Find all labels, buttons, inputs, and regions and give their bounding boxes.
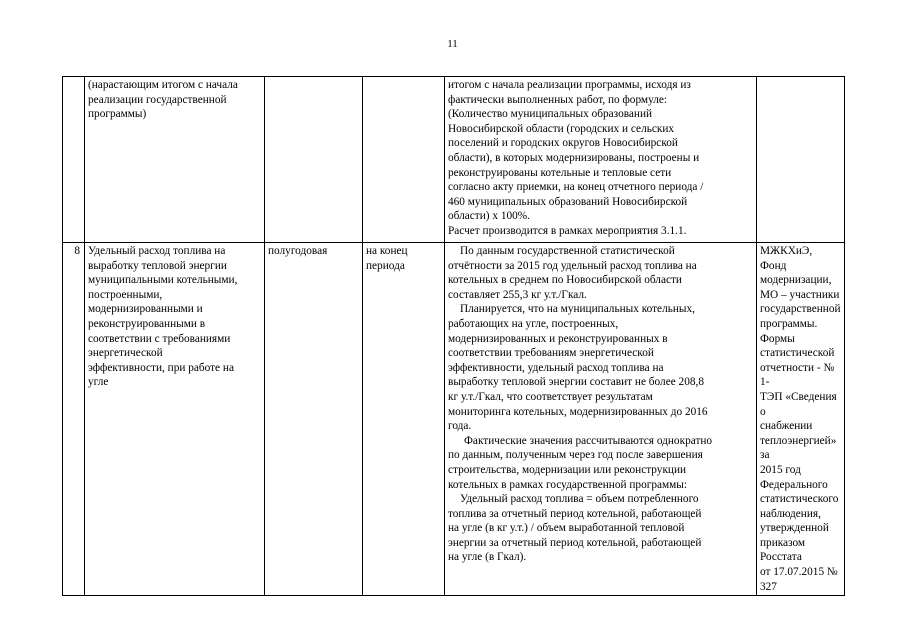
method-paragraph: Расчет производится в рамках мероприятия 3.1.1. <box>448 224 687 237</box>
date-cell <box>363 77 445 243</box>
indicator-name-cell: (нарастающим итогом с начала реализации государственной программы) <box>85 77 265 243</box>
table-row <box>63 77 845 243</box>
data-source-cell: МЖКХиЭ, Фонд модернизации, МО – участники государственной программы. Формы статистической отчетности - № 1- ТЭП «Сведения о снабжении теплоэнергией» за 2015 год Федерального статистического наблюдения, утвержденной приказом Росстата от 17.07.2015 № 327 <box>757 243 845 596</box>
method-paragraph: Фактические значения рассчитываются однократно по данным, полученным через год после завершения строительства, модернизации или реконструкции котельных в рамках государственной программы: <box>448 434 713 491</box>
method-paragraph: Планируется, что на муниципальных котельных, работающих на угле, построенных, модернизированных и реконструированных в соответствии требованиям энергетической эффективности, удельный расход топлива на выработку тепловой энергии составит не более 208,8 кг у.т./Гкал, что соответствует результатам мониторинга котельных, модернизированных до 2016 года. <box>448 303 708 433</box>
table-row <box>63 243 845 596</box>
date-cell: на конец периода <box>363 243 445 596</box>
indicators-table <box>62 76 845 596</box>
page-number: 11 <box>447 38 458 50</box>
indicator-name-cell: Удельный расход топлива на выработку тепловой энергии муниципальными котельными, построенными, модернизированными и реконструированными в соответствии с требованиями энергетической эффективности, при работе на угле <box>85 243 265 596</box>
calculation-method-cell <box>445 243 757 596</box>
row-number-cell: 8 <box>63 243 85 596</box>
data-source-cell <box>757 77 845 243</box>
method-paragraph: итогом с начала реализации программы, исходя из фактически выполненных работ, по формуле: (Количество муниципальных образований Новосибирской области (городских и сельских поселений и городских округов Новосибирской области), в которых модернизированы, построены и реконструированы котельные и тепловые сети согласно акту приемки, на конец отчетного периода / 460 муниципальных образований Новосибирской области) х 100%. <box>448 79 704 223</box>
method-paragraph: По данным государственной статистической отчётности за 2015 год удельный расход топлива на котельных в среднем по Новосибирской области составляет 255,3 кг у.т./Гкал. <box>448 245 697 301</box>
calculation-method-cell <box>445 77 757 243</box>
row-number-cell <box>63 77 85 243</box>
method-paragraph: Удельный расход топлива = объем потребленного топлива за отчетный период котельной, работающей на угле (в кг у.т.) / объем выработанной тепловой энергии за отчетный период котельной, работающей на угле (в Гкал). <box>448 493 702 564</box>
periodicity-cell <box>265 77 363 243</box>
periodicity-cell: полугодовая <box>265 243 363 596</box>
